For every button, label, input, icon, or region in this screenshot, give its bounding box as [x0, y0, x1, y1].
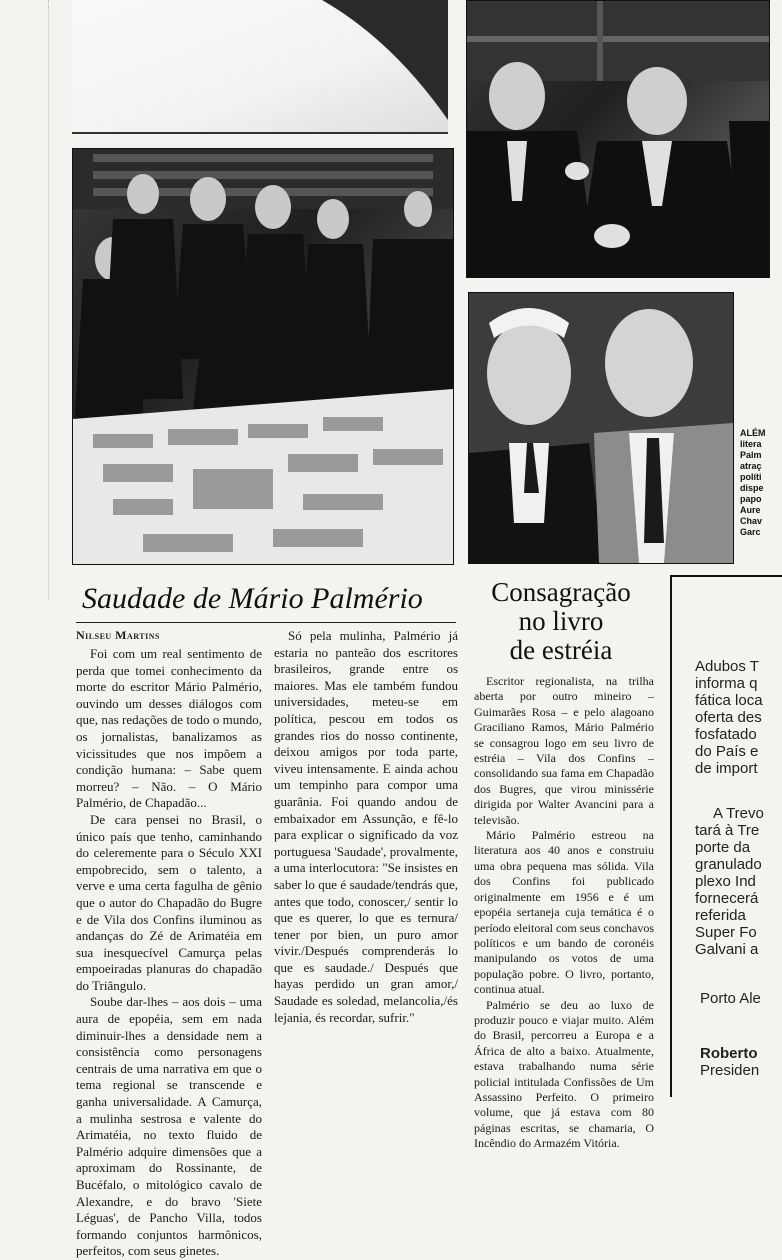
caption-line: dispe — [740, 483, 764, 493]
headline-rule — [76, 622, 456, 623]
article-paragraph: De cara pensei no Brasil, o único país que tenho, caminhando do celeremente para o Século XXI empobrecido, sem o talento, a verve e uma certa fagulha de gênio que o autor do Chapadão do Bugre e de Vila dos Confins iluminou as andanças do Zé de Arimatéia em sua inesquecível Camurça pelas empoeiradas planuras do chapadão do Triângulo. — [76, 811, 262, 993]
book-signing-photo — [72, 148, 454, 565]
ad-line: de import — [695, 760, 758, 777]
caption-line: ALÉM — [740, 428, 766, 438]
ad-block-1 — [695, 658, 763, 777]
sidebar-column — [474, 674, 654, 1151]
caption-line: Chav — [740, 516, 763, 526]
article-paragraph: Só pela mulinha, Palmério já estaria no panteão dos escritores brasileiros, grande entre os maiores. Mas ele também fundou universidades, meteu-se em política, pescou em todos os grandes rios do nosso continente, deixou amigos por toda parte, viveu intensamente. E ainda achou um tempinho para compor uma guarânia. Foi quando andou de embaixador em Assunção, e fê-lo para explicar o significado da voz portuguesa 'Saudade', provalmente, a uma interlocutora: "Se insistes en saber lo que é saudade/tendrás que, antes que todo, conoscer,/ sentir lo que es querer, lo que es ternura/ tener por bien, un puro amor vivir./Después comprenderás lo que es saudade./ Después que hayas perdido un gran amor,/ Saudade es soledad, melancolia,/és lejania, és recordar, sufrir." — [274, 628, 458, 1025]
caption-line: atraç — [740, 461, 762, 471]
sidebar-paragraph: Mário Palmério estreou na literatura aos 40 anos e construiu uma obra pequena mas sólida. Vila dos Confins foi publicado originalmente em 1956 e é um epopéia sertaneja cuja temática é o período eleitoral com seus conchavos políticos e um bando de coronéis manipulando os votos de uma população pobre. O livro, portanto, continua atual. — [474, 828, 654, 997]
ad-signer: Roberto — [700, 1045, 758, 1062]
ad-line: informa q — [695, 675, 758, 692]
sidebar-headline-line: Consagração — [491, 577, 631, 607]
caption-line: papo — [740, 494, 762, 504]
ad-line: tará à Tre — [695, 822, 760, 839]
article-headline: Saudade de Mário Palmério — [82, 582, 423, 615]
ad-line: Adubos T — [695, 658, 759, 675]
ad-place: Porto Ale — [700, 990, 761, 1007]
ad-line: plexo Ind — [695, 873, 756, 890]
top-blank-photo — [72, 0, 448, 134]
ad-line: do País e — [695, 743, 759, 760]
caption-line: litera — [740, 439, 762, 449]
caption-line: Garc — [740, 527, 761, 537]
article-paragraph: Soube dar-lhes – aos dois – uma aura de epopéia, sem em nada diminuir-lhes a densidade nem a consistência como personagens centrais de uma narrativa em que o tema regional se transcende e ganha universalidade. A Camurça, a mulinha sestrosa e valente do Arimatéia, no texto fluido de Palmério adquire dimensões que a aproximam do Rossinante, de Bucéfalo, o mitológico cavalo de Alexandre, e do bravo 'Siete Léguas', de Pancho Villa, todos formando conjuntos harmônicos, perfeitos, com seus ginetes. — [76, 994, 262, 1259]
sidebar-paragraph: Palmério se deu ao luxo de produzir pouco e viajar muito. Além do Brasil, percorreu a Europa e a África de alto a baixo. Atualmente, estava trabalhando numa série policial intitulada Confissões de Um Assassino Perfeito. O primeiro volume, que já estava com 80 páginas escritas, se chamaria, O Incêndio do Armazém Vitória. — [474, 997, 654, 1151]
article-paragraph: Foi com um real sentimento de perda que tomei conhecimento da morte do escritor Mário Palmério, ouvindo um desses diálogos com que, nas redações de todo o mundo, os jornalistas, banalizamos as vicissitudes que nos impõem a condição humana: – Sabe quem morreu? – Não. – O Mário Palmério, de Chapadão... — [76, 646, 262, 811]
ad-line: fática loca — [695, 692, 763, 709]
ad-line: Galvani a — [695, 941, 759, 958]
conversation-photo — [466, 0, 770, 278]
ad-line: porte da — [695, 839, 751, 856]
sidebar-headline — [468, 578, 654, 665]
ad-line: A Trevo — [713, 805, 764, 822]
caption-line: Aure — [740, 505, 761, 515]
article-column-1 — [76, 646, 262, 1259]
left-margin-marks — [40, 0, 60, 1171]
ad-line: granulado — [695, 856, 762, 873]
ad-line: referida — [695, 907, 746, 924]
portrait-photo — [468, 292, 734, 564]
caption-line: políti — [740, 472, 762, 482]
ad-line: fornecerá — [695, 890, 759, 907]
article-byline: Nilseu Martins — [76, 628, 160, 642]
ad-line: oferta des — [695, 709, 762, 726]
ad-block-2 — [695, 805, 764, 958]
sidebar-headline-line: no livro — [518, 606, 604, 636]
ad-signer-title: Presiden — [700, 1062, 760, 1079]
sidebar-headline-line: de estréia — [509, 635, 613, 665]
photo-caption — [740, 428, 768, 538]
ad-line: fosfatado — [695, 726, 757, 743]
caption-line: Palm — [740, 450, 762, 460]
ad-line: Super Fo — [695, 924, 757, 941]
sidebar-paragraph: Escritor regionalista, na trilha aberta por outro mineiro – Guimarães Rosa – e pelo alagoano Graciliano Ramos, Mário Palmério se consagrou logo em seu livro de estréia – Vila dos Confins – consolidando sua fama em Chapadão dos Bugres, que virou minissérie dirigida por Walter Avancini para a televisão. — [474, 674, 654, 827]
article-column-2 — [274, 628, 458, 1116]
